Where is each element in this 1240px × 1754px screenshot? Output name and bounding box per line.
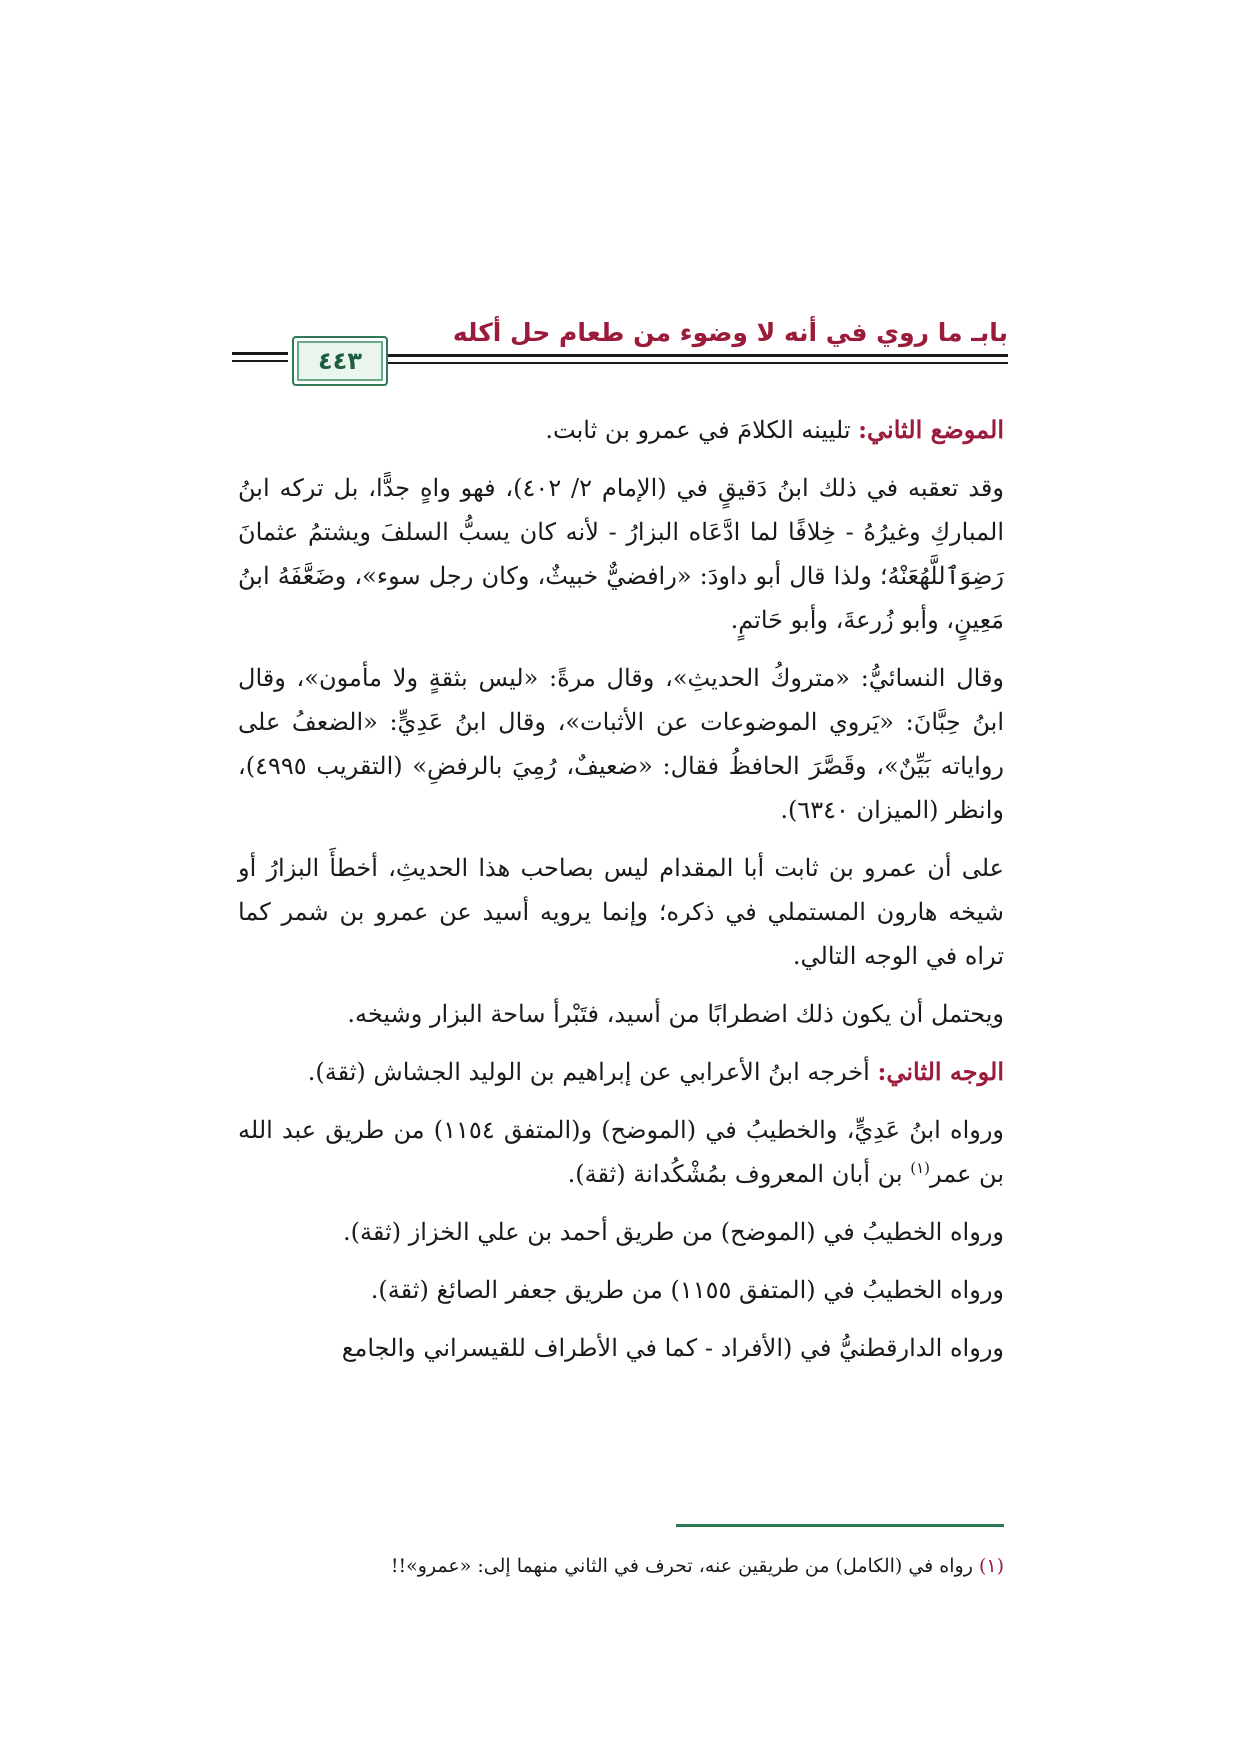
paragraph-1-text: تليينه الكلامَ في عمرو بن ثابت. xyxy=(545,416,859,444)
page-number: ٤٤٣ xyxy=(318,347,362,375)
paragraph-5: ويحتمل أن يكون ذلك اضطرابًا من أسيد، فتَبْرأ ساحة البزار وشيخه. xyxy=(347,1000,1004,1028)
page-number-badge xyxy=(292,336,388,386)
footnote xyxy=(238,1550,1004,1582)
section-keyword: الوجه الثاني: xyxy=(877,1057,1004,1086)
footnote-separator xyxy=(676,1524,1004,1527)
paragraph-9: ورواه الخطيبُ في (المتفق ١١٥٥) من طريق جعفر الصائغ (ثقة). xyxy=(370,1276,1004,1304)
paragraph-4: على أن عمرو بن ثابت أبا المقدام ليس بصاحب هذا الحديثِ، أخطأَ البزارُ أو شيخه هارون المستملي في ذكره؛ وإنما يرويه أسيد عن عمرو بن شمر كما تراه في الوجه التالي. xyxy=(238,854,1005,970)
paragraph-3: وقال النسائيُّ: «متروكُ الحديثِ»، وقال مرةً: «ليس بثقةٍ ولا مأمون»، وقال ابنُ حِبَّانَ: «يَروي الموضوعات عن الأثبات»، وقال ابنُ عَدِيٍّ: «الضعفُ على رواياته بَيِّنٌ»، وقَصَّرَ الحافظُ فقال: «ضعيفٌ، رُمِيَ بالرفضِ» (التقريب ٤٩٩٥)، وانظر (الميزان ٦٣٤٠). xyxy=(238,664,1005,824)
header-rule-left-top xyxy=(232,352,288,355)
paragraph-10: ورواه الدارقطنيُّ في (الأفراد - كما في الأطراف للقيسراني والجامع xyxy=(341,1334,1004,1362)
paragraph-2: وقد تعقبه في ذلك ابنُ دَقيقٍ في (الإمام ٢/ ٤٠٢)، فهو واهٍ جدًّا، بل تركه ابنُ المباركِ وغيرُهُ - خِلافًا لما ادَّعَاه البزارُ - لأنه كان يسبُّ السلفَ ويشتمُ عثمانَ رَضِوَٱللَّهُعَنْهُ؛ ولذا قال أبو داودَ: «رافضيٌّ خبيثٌ، وكان رجل سوء»، وضَعَّفَهُ ابنُ مَعِينٍ، وأبو زُرعةَ، وأبو حَاتمٍ. xyxy=(238,474,1004,634)
header-rule-left-bottom xyxy=(232,360,288,362)
paragraph-7 xyxy=(238,1108,1004,1196)
paragraph-8: ورواه الخطيبُ في (الموضح) من طريق أحمد بن علي الخزاز (ثقة). xyxy=(343,1218,1004,1246)
paragraph-6 xyxy=(238,1050,1004,1094)
paragraph-6-text: أخرجه ابنُ الأعرابي عن إبراهيم بن الوليد الجشاش (ثقة). xyxy=(307,1058,878,1086)
section-keyword: الموضع الثاني: xyxy=(858,415,1004,444)
body-text xyxy=(238,408,1004,1384)
paragraph-1 xyxy=(238,408,1004,452)
running-title: بابـ ما روي في أنه لا وضوء من طعام حل أكله xyxy=(452,318,1008,347)
footnote-number: (١) xyxy=(978,1555,1004,1577)
header-rule-right-top xyxy=(388,354,1008,357)
header-rule-right-bottom xyxy=(388,362,1008,364)
paragraph-7-text-a: ورواه ابنُ عَدِيٍّ، والخطيبُ في (الموضح) و(المتفق ١١٥٤) من طريق عبد الله بن عمر xyxy=(238,1116,1005,1188)
paragraph-7-text-b: بن أبان المعروف بمُشْكُدانة (ثقة). xyxy=(567,1160,911,1188)
footnote-text: رواه في (الكامل) من طريقين عنه، تحرف في الثاني منهما إلى: «عمرو»!! xyxy=(390,1555,979,1577)
page-header xyxy=(232,318,1008,388)
footnote-reference[interactable]: (١) xyxy=(910,1159,930,1177)
